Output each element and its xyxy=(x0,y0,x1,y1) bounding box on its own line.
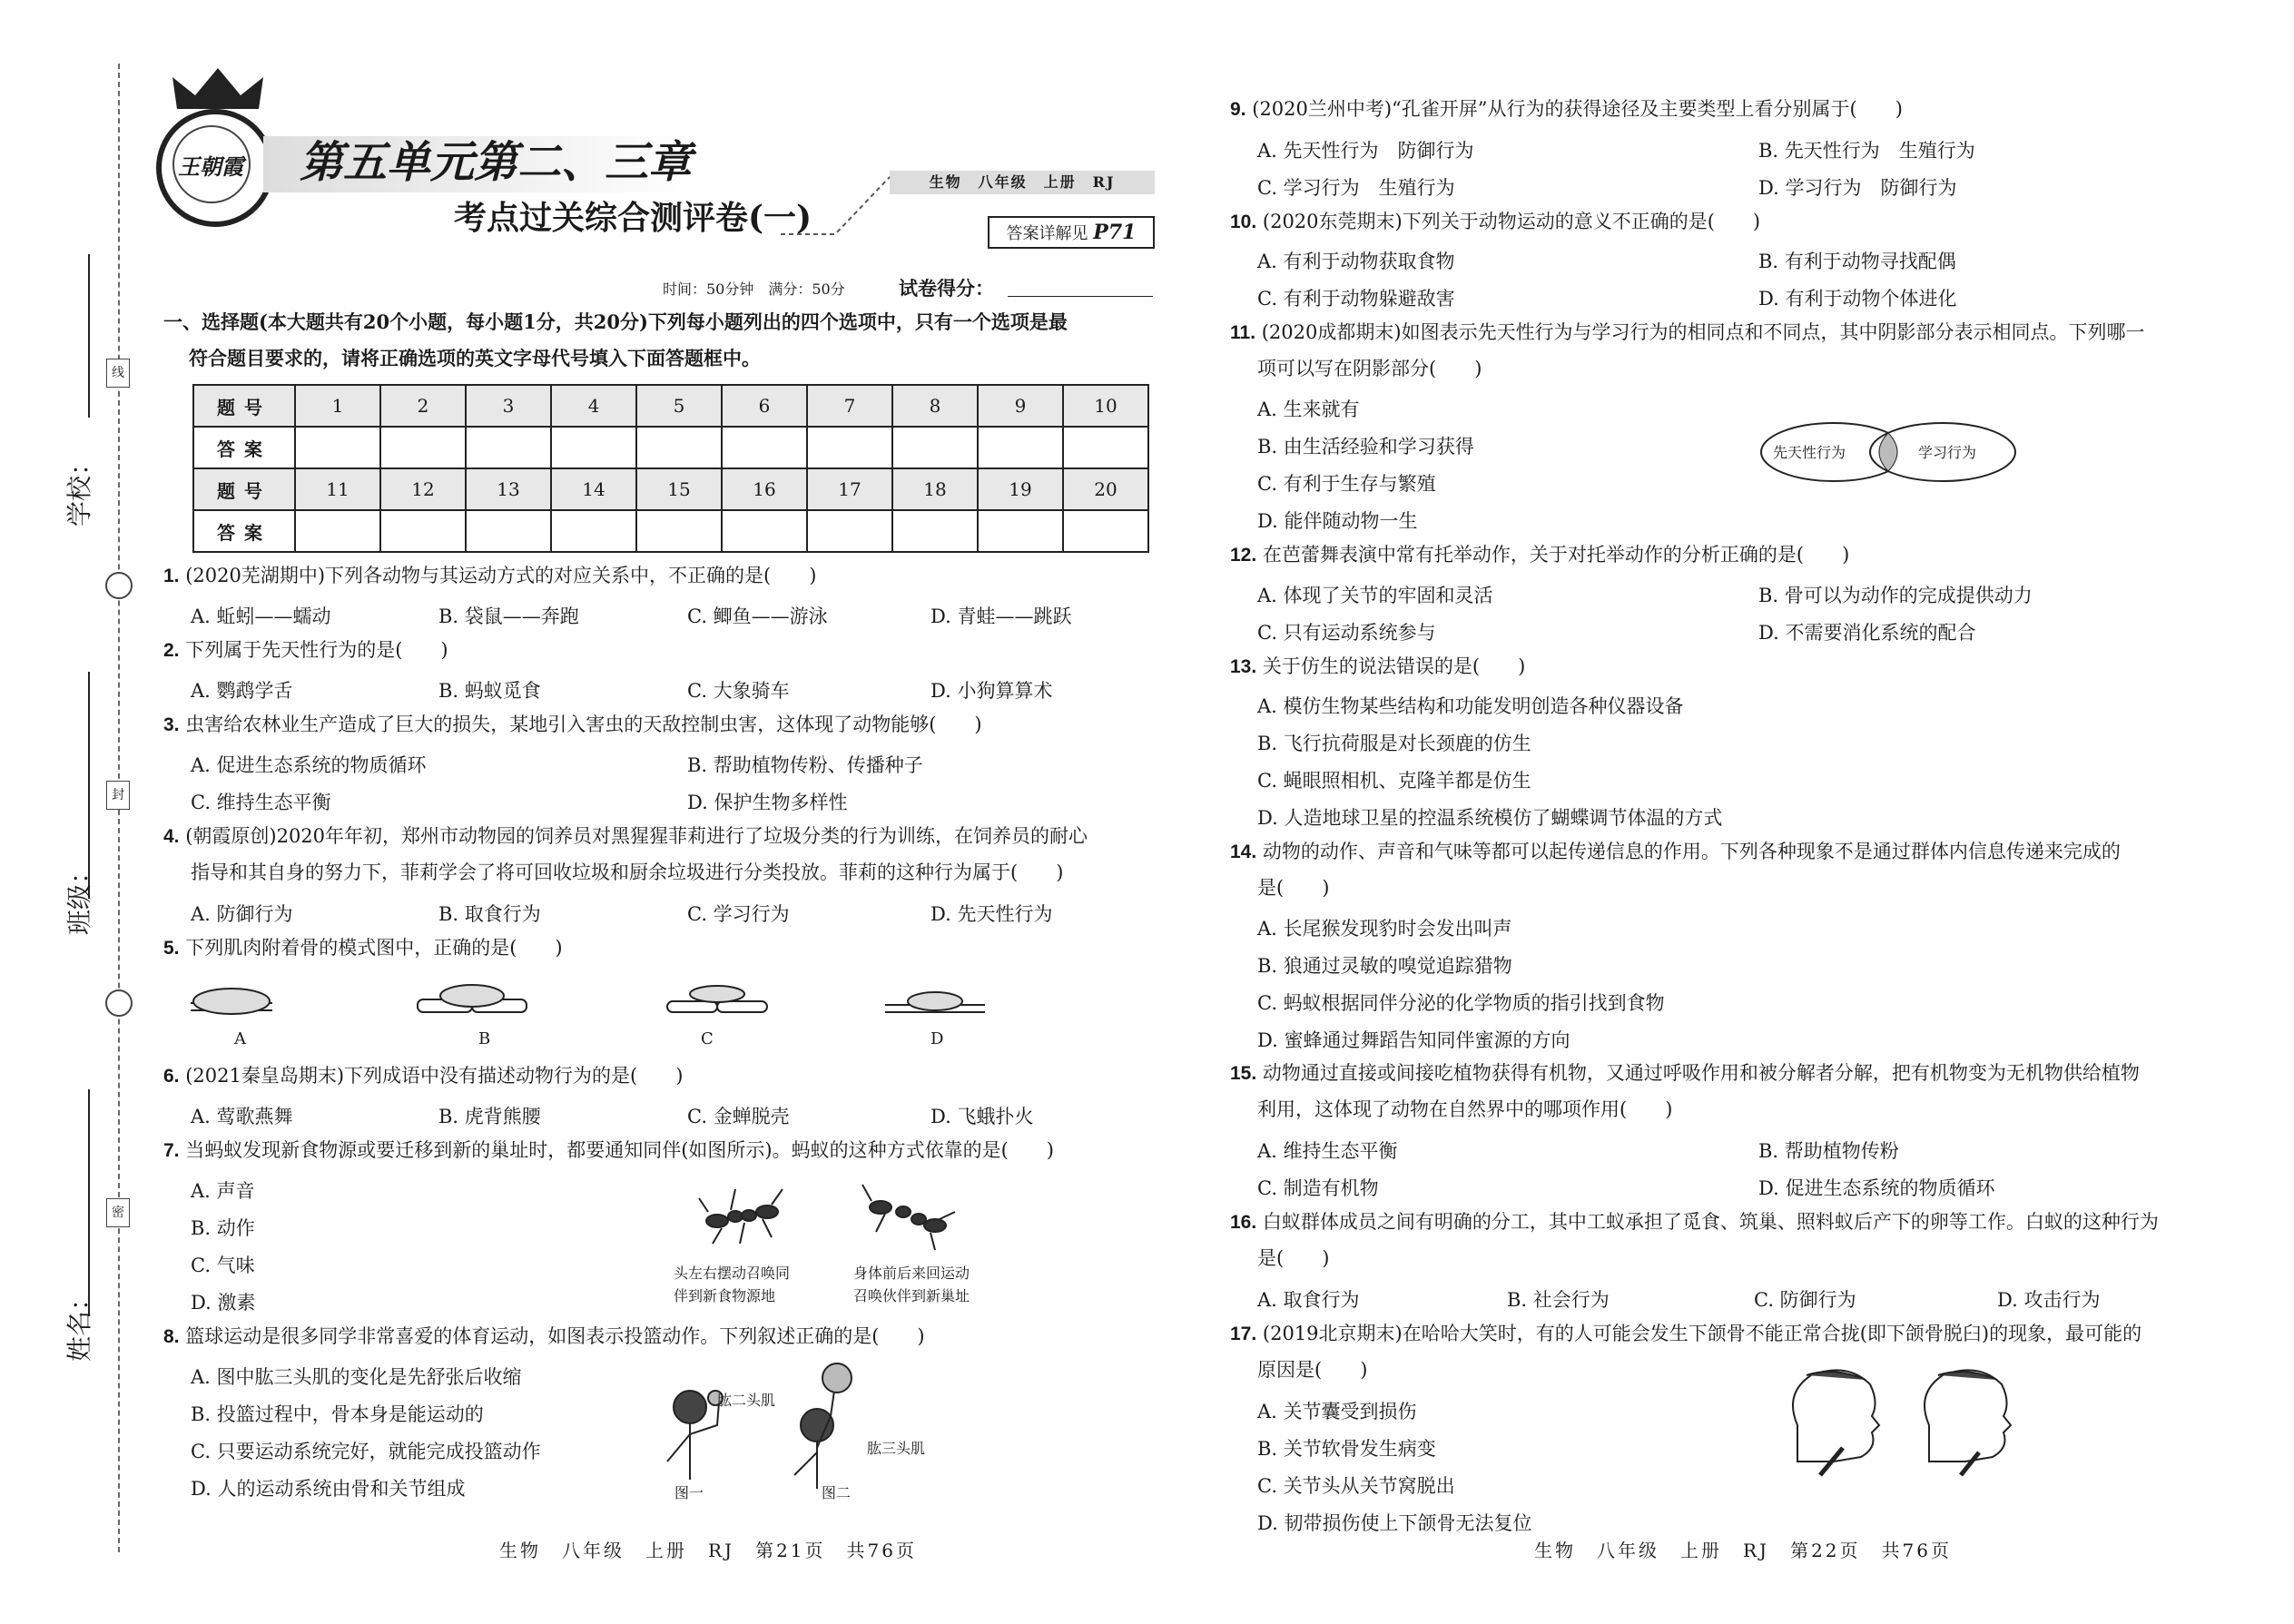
seal-mark-feng: 封 xyxy=(106,781,130,810)
answer-ref-box xyxy=(988,216,1155,249)
option-b[interactable]: B. 关节软骨发生病变 xyxy=(1257,1438,1436,1460)
question-number: 14. xyxy=(1230,842,1257,862)
option-c[interactable]: C. 金蝉脱壳 xyxy=(687,1106,790,1127)
option-d[interactable]: D. 飞蛾扑火 xyxy=(930,1106,1034,1127)
option-c[interactable]: C. 防御行为 xyxy=(1754,1289,1856,1311)
question-number: 4. xyxy=(163,826,180,847)
option-c[interactable]: C. 鲫鱼——游泳 xyxy=(687,605,828,627)
diagram-label-c: C xyxy=(701,1029,714,1048)
answer-cell[interactable] xyxy=(722,510,807,552)
answer-cell[interactable] xyxy=(978,510,1063,552)
question-text: 篮球运动是很多同学非常喜爱的体育运动，如图表示投篮动作。下列叙述正确的是( ) xyxy=(185,1325,925,1347)
option-c[interactable]: C. 蝇眼照相机、克隆羊都是仿生 xyxy=(1257,770,1531,792)
option-d[interactable]: D. 青蛙——跳跃 xyxy=(930,605,1072,627)
section1-instruction-line2: 符合题目要求的，请将正确选项的英文字母代号填入下面答题框中。 xyxy=(189,347,761,369)
question-text: (2021秦皇岛期末)下列成语中没有描述动物行为的是( ) xyxy=(185,1065,684,1087)
option-a[interactable]: A. 体现了关节的牢固和灵活 xyxy=(1257,585,1493,606)
answer-cell[interactable] xyxy=(722,427,807,468)
school-label: 学校： xyxy=(64,449,94,527)
option-b[interactable]: B. 有利于动物寻找配偶 xyxy=(1758,251,1956,272)
answer-cell[interactable] xyxy=(551,427,636,468)
option-b[interactable]: B. 骨可以为动作的完成提供动力 xyxy=(1758,585,2033,606)
head-figure-1 xyxy=(1793,1370,1879,1475)
option-c[interactable]: C. 大象骑车 xyxy=(687,680,790,702)
answer-cell[interactable] xyxy=(1063,510,1148,552)
question-15 xyxy=(1230,1055,2140,1092)
score-label: 试卷得分： xyxy=(899,277,994,300)
brand-logo xyxy=(156,109,274,227)
paper-subtitle: 考点过关综合测评卷(一) xyxy=(454,199,812,237)
crown-icon xyxy=(168,64,268,113)
score-line xyxy=(1008,296,1153,297)
q-num-cell: 18 xyxy=(892,468,978,510)
option-a[interactable]: A. 促进生态系统的物质循环 xyxy=(191,754,427,776)
q-num-cell: 4 xyxy=(551,385,636,427)
footer-right: 生物 八年级 上册 RJ 第22页 共76页 xyxy=(1534,1540,1952,1561)
option-d[interactable]: D. 学习行为 防御行为 xyxy=(1758,177,1957,199)
option-a[interactable]: A. 先天性行为 防御行为 xyxy=(1257,140,1474,162)
answer-cell[interactable] xyxy=(295,510,380,552)
option-a[interactable]: A. 鹦鹉学舌 xyxy=(191,680,293,702)
question-text: 白蚁群体成员之间有明确的分工，其中工蚁承担了觅食、筑巢、照料蚁后产下的卵等工作。白蚁的这种行为 xyxy=(1262,1211,2159,1233)
option-a[interactable]: A. 关节囊受到损伤 xyxy=(1257,1401,1417,1422)
question-17 xyxy=(1230,1315,2141,1353)
question-4 xyxy=(163,818,1088,855)
option-d[interactable]: D. 人造地球卫星的控温系统模仿了蝴蝶调节体温的方式 xyxy=(1257,807,1723,829)
answer-ref-page: P71 xyxy=(1093,221,1137,244)
seal-mark-mi: 密 xyxy=(106,1198,130,1227)
option-d[interactable]: D. 促进生态系统的物质循环 xyxy=(1758,1177,1995,1199)
option-a[interactable]: A. 防御行为 xyxy=(191,903,293,925)
option-a[interactable]: A. 维持生态平衡 xyxy=(1257,1140,1398,1162)
name-write-line xyxy=(88,1089,90,1316)
option-c[interactable]: C. 蚂蚁根据同伴分泌的化学物质的指引找到食物 xyxy=(1257,992,1665,1014)
basketball-figures xyxy=(654,1362,944,1498)
option-c[interactable]: C. 有利于生存与繁殖 xyxy=(1257,473,1436,495)
answer-cell[interactable] xyxy=(807,510,892,552)
jaw-dislocation-figures xyxy=(1770,1362,2033,1480)
question-number: 5. xyxy=(163,938,180,959)
name-label: 姓名： xyxy=(64,1284,94,1362)
player-figure-1 xyxy=(667,1391,723,1480)
q-num-cell: 13 xyxy=(466,468,551,510)
question-text: 在芭蕾舞表演中常有托举动作，关于对托举动作的分析正确的是( ) xyxy=(1262,544,1850,566)
question-text: 虫害给农林业生产造成了巨大的损失，某地引入害虫的天敌控制虫害，这体现了动物能够( ) xyxy=(185,714,982,735)
option-c[interactable]: C. 只要运动系统完好，就能完成投篮动作 xyxy=(191,1441,541,1462)
answer-cell[interactable] xyxy=(978,427,1063,468)
question-number-header: 题号 xyxy=(193,468,295,510)
question-5 xyxy=(163,930,563,967)
question-text-cont: 利用，这体现了动物在自然界中的哪项作用( ) xyxy=(1257,1098,1673,1120)
option-b[interactable]: B. 先天性行为 生殖行为 xyxy=(1758,140,1975,162)
answer-cell[interactable] xyxy=(466,510,551,552)
book-tag: 生物 八年级 上册 RJ xyxy=(890,171,1155,194)
time-info: 时间：50分钟 满分：50分 xyxy=(663,281,845,298)
q-num-cell: 9 xyxy=(978,385,1063,427)
q-num-cell: 8 xyxy=(892,385,978,427)
question-8 xyxy=(163,1318,925,1355)
venn-label-learned: 学习行为 xyxy=(1918,444,1977,461)
question-text-cont: 是( ) xyxy=(1257,1247,1330,1269)
question-text: (2020成都期末)如图表示先天性行为与学习行为的相同点和不同点，其中阴影部分表示相同点。下列哪一 xyxy=(1261,321,2145,343)
diagram-c xyxy=(667,986,767,1012)
diagram-label-d: D xyxy=(930,1029,944,1048)
question-number: 15. xyxy=(1230,1063,1257,1084)
question-text: (2020东莞期末)下列关于动物运动的意义不正确的是( ) xyxy=(1262,211,1761,232)
answer-cell[interactable] xyxy=(551,510,636,552)
diagram-label-b: B xyxy=(478,1029,491,1048)
option-d[interactable]: D. 攻击行为 xyxy=(1997,1289,2101,1311)
q-num-cell: 20 xyxy=(1063,468,1148,510)
answer-cell[interactable] xyxy=(380,427,466,468)
answer-header: 答案 xyxy=(193,427,295,468)
ant-caption-1-line1: 头左右摆动召唤同 xyxy=(674,1265,791,1282)
footer-left: 生物 八年级 上册 RJ 第21页 共76页 xyxy=(499,1540,917,1561)
muscle-bone-diagrams xyxy=(182,976,1071,1030)
question-text-cont: 是( ) xyxy=(1257,877,1330,899)
question-number: 13. xyxy=(1230,656,1257,677)
option-c[interactable]: C. 关节头从关节窝脱出 xyxy=(1257,1475,1455,1497)
answer-header: 答案 xyxy=(193,510,295,552)
question-number: 11. xyxy=(1230,322,1256,343)
q-num-cell: 11 xyxy=(295,468,380,510)
question-text: (2019北京期末)在哈哈大笑时，有的人可能会发生下颌骨不能正常合拢(即下颌骨脱臼)的现象，最可能的 xyxy=(1262,1323,2142,1344)
option-b[interactable]: B. 取食行为 xyxy=(438,903,541,925)
option-a[interactable]: A. 莺歌燕舞 xyxy=(191,1106,293,1127)
q-num-cell: 19 xyxy=(978,468,1063,510)
title-connector xyxy=(781,172,908,236)
question-number: 12. xyxy=(1230,545,1257,566)
question-text-cont: 原因是( ) xyxy=(1257,1359,1368,1381)
diagram-b xyxy=(418,985,527,1012)
answer-ref-label: 答案详解见 xyxy=(1006,224,1088,243)
answer-cell[interactable] xyxy=(892,427,978,468)
question-text-cont: 指导和其自身的努力下，菲莉学会了将可回收垃圾和厨余垃圾进行分类投放。菲莉的这种行为属于( ) xyxy=(191,861,1064,883)
option-d[interactable]: D. 激素 xyxy=(191,1292,256,1314)
section1-instruction-line1: 一、选择题(本大题共有20个小题，每小题1分，共20分)下列每小题列出的四个选项中，只有一个选项是最 xyxy=(163,310,1068,333)
option-c[interactable]: C. 学习行为 生殖行为 xyxy=(1257,177,1455,199)
option-b[interactable]: B. 社会行为 xyxy=(1507,1289,1610,1311)
ant-figures xyxy=(681,1176,971,1257)
answer-cell[interactable] xyxy=(466,427,551,468)
diagram-label-a: A xyxy=(234,1029,246,1048)
binding-hole xyxy=(105,572,133,599)
answer-cell[interactable] xyxy=(636,427,722,468)
option-a[interactable]: A. 模仿生物某些结构和功能发明创造各种仪器设备 xyxy=(1257,695,1684,717)
venn-label-innate: 先天性行为 xyxy=(1773,444,1846,461)
ant-pair-2 xyxy=(862,1185,955,1250)
q-num-cell: 7 xyxy=(807,385,892,427)
option-b[interactable]: B. 由生活经验和学习获得 xyxy=(1257,436,1474,458)
answer-cell[interactable] xyxy=(892,510,978,552)
q-num-cell: 16 xyxy=(722,468,807,510)
question-number: 10. xyxy=(1230,212,1257,232)
option-c[interactable]: C. 只有运动系统参与 xyxy=(1257,622,1436,644)
question-16 xyxy=(1230,1204,2159,1241)
option-b[interactable]: B. 袋鼠——奔跑 xyxy=(438,605,579,627)
head-figure-2 xyxy=(1925,1370,2011,1475)
option-d[interactable]: D. 不需要消化系统的配合 xyxy=(1758,622,1976,644)
question-text: (朝霞原创)2020年年初，郑州市动物园的饲养员对黑猩猩菲莉进行了垃圾分类的行为训练，在饲养员的耐心 xyxy=(185,825,1088,847)
figure-2-caption: 图二 xyxy=(822,1484,852,1501)
option-c[interactable]: C. 维持生态平衡 xyxy=(191,792,331,813)
option-d[interactable]: D. 能伴随动物一生 xyxy=(1257,510,1418,532)
answer-cell[interactable] xyxy=(295,427,380,468)
ant-pair-1 xyxy=(699,1189,783,1244)
question-number: 16. xyxy=(1230,1212,1257,1233)
q-num-cell: 5 xyxy=(636,385,722,427)
q-num-cell: 6 xyxy=(722,385,807,427)
option-d[interactable]: D. 小狗算算术 xyxy=(930,680,1053,702)
player-figure-2 xyxy=(794,1363,852,1489)
q-num-cell: 2 xyxy=(380,385,466,427)
option-c[interactable]: C. 气味 xyxy=(191,1255,255,1276)
question-number: 2. xyxy=(163,640,180,661)
option-b[interactable]: B. 动作 xyxy=(191,1217,255,1239)
option-a[interactable]: A. 长尾猴发现豹时会发出叫声 xyxy=(1257,918,1512,940)
option-a[interactable]: A. 蚯蚓——蠕动 xyxy=(191,605,331,627)
logo-text: 王朝霞 xyxy=(178,153,243,180)
option-d[interactable]: D. 人的运动系统由骨和关节组成 xyxy=(191,1478,466,1500)
question-number-header: 题号 xyxy=(193,385,295,427)
option-d[interactable]: D. 韧带损伤使上下颌骨无法复位 xyxy=(1257,1512,1532,1534)
question-7 xyxy=(163,1132,1054,1169)
question-3 xyxy=(163,706,982,743)
question-number: 3. xyxy=(163,714,180,735)
option-b[interactable]: B. 虎背熊腰 xyxy=(438,1106,541,1127)
question-2 xyxy=(163,632,448,669)
question-text: 下列肌肉附着骨的模式图中，正确的是( ) xyxy=(185,937,563,959)
biceps-label: 肱二头肌 xyxy=(717,1392,776,1409)
question-number: 7. xyxy=(163,1140,180,1161)
q-num-cell: 15 xyxy=(636,468,722,510)
binding-hole xyxy=(105,989,133,1017)
ant-caption-2-line1: 身体前后来回运动 xyxy=(853,1265,970,1282)
option-c[interactable]: C. 学习行为 xyxy=(687,903,790,925)
question-1 xyxy=(163,557,816,595)
question-text: 动物通过直接或间接吃植物获得有机物，又通过呼吸作用和被分解者分解，把有机物变为无机物供给植物 xyxy=(1262,1062,2140,1084)
option-d[interactable]: D. 有利于动物个体进化 xyxy=(1758,288,1957,310)
option-c[interactable]: C. 有利于动物躲避敌害 xyxy=(1257,288,1455,310)
question-number: 6. xyxy=(163,1066,180,1087)
option-c[interactable]: C. 制造有机物 xyxy=(1257,1177,1379,1199)
question-text: 下列属于先天性行为的是( ) xyxy=(185,639,448,661)
school-write-line xyxy=(88,254,90,418)
q-num-cell: 14 xyxy=(551,468,636,510)
option-a[interactable]: A. 图中肱三头肌的变化是先舒张后收缩 xyxy=(191,1366,522,1388)
answer-cell[interactable] xyxy=(1063,427,1148,468)
answer-cell[interactable] xyxy=(807,427,892,468)
option-d[interactable]: D. 保护生物多样性 xyxy=(687,792,848,813)
question-text-cont: 项可以写在阴影部分( ) xyxy=(1257,358,1482,379)
ant-caption-1-line2: 伴到新食物源地 xyxy=(674,1287,776,1304)
q-num-cell: 10 xyxy=(1063,385,1148,427)
answer-cell[interactable] xyxy=(380,510,466,552)
unit-title: 第五单元第二、三章 xyxy=(300,137,693,188)
ant-caption-2-line2: 召唤伙伴到新巢址 xyxy=(853,1287,970,1304)
question-text: 关于仿生的说法错误的是( ) xyxy=(1262,655,1526,677)
option-b[interactable]: B. 蚂蚁觅食 xyxy=(438,680,541,702)
triceps-label: 肱三头肌 xyxy=(867,1440,926,1457)
option-b[interactable]: B. 飞行抗荷服是对长颈鹿的仿生 xyxy=(1257,733,1531,754)
option-b[interactable]: B. 投篮过程中，骨本身是能运动的 xyxy=(191,1403,484,1425)
q-num-cell: 12 xyxy=(380,468,466,510)
question-12 xyxy=(1230,536,1849,574)
question-11 xyxy=(1230,314,2145,351)
option-d[interactable]: D. 蜜蜂通过舞蹈告知同伴蜜源的方向 xyxy=(1257,1029,1570,1051)
question-number: 9. xyxy=(1230,99,1246,120)
question-number: 8. xyxy=(163,1326,180,1347)
seal-mark-xian: 线 xyxy=(106,359,130,388)
question-9 xyxy=(1230,91,1903,128)
option-b[interactable]: B. 狼通过灵敏的嗅觉追踪猎物 xyxy=(1257,955,1512,977)
question-text: (2020芜湖期中)下列各动物与其运动方式的对应关系中，不正确的是( ) xyxy=(185,565,817,586)
question-13 xyxy=(1230,648,1525,685)
option-a[interactable]: A. 生来就有 xyxy=(1257,399,1360,420)
figure-1-caption: 图一 xyxy=(674,1484,704,1501)
option-b[interactable]: B. 帮助植物传粉、传播种子 xyxy=(687,754,923,776)
q-num-cell: 3 xyxy=(466,385,551,427)
option-b[interactable]: B. 帮助植物传粉 xyxy=(1758,1140,1899,1162)
q-num-cell: 17 xyxy=(807,468,892,510)
option-a[interactable]: A. 有利于动物获取食物 xyxy=(1257,251,1455,272)
diagram-d xyxy=(885,992,985,1012)
diagram-a xyxy=(191,989,272,1014)
option-a[interactable]: A. 取食行为 xyxy=(1257,1289,1360,1311)
question-14 xyxy=(1230,833,2121,871)
question-text: 当蚂蚁发现新食物源或要迁移到新的巢址时，都要通知同伴(如图所示)。蚂蚁的这种方式依靠的是( ) xyxy=(185,1139,1054,1161)
question-number: 1. xyxy=(163,566,180,586)
question-text: (2020兰州中考)“孔雀开屏”从行为的获得途径及主要类型上看分别属于( ) xyxy=(1252,98,1903,120)
question-6 xyxy=(163,1058,683,1095)
option-a[interactable]: A. 声音 xyxy=(191,1180,255,1202)
question-number: 17. xyxy=(1230,1324,1257,1344)
option-d[interactable]: D. 先天性行为 xyxy=(930,903,1053,925)
q-num-cell: 1 xyxy=(295,385,380,427)
question-text: 动物的动作、声音和气味等都可以起传递信息的作用。下列各种现象不是通过群体内信息传递来完成的 xyxy=(1262,841,2121,862)
answer-grid xyxy=(192,384,1149,553)
question-10 xyxy=(1230,203,1760,241)
class-label: 班级： xyxy=(64,858,94,935)
answer-cell[interactable] xyxy=(636,510,722,552)
